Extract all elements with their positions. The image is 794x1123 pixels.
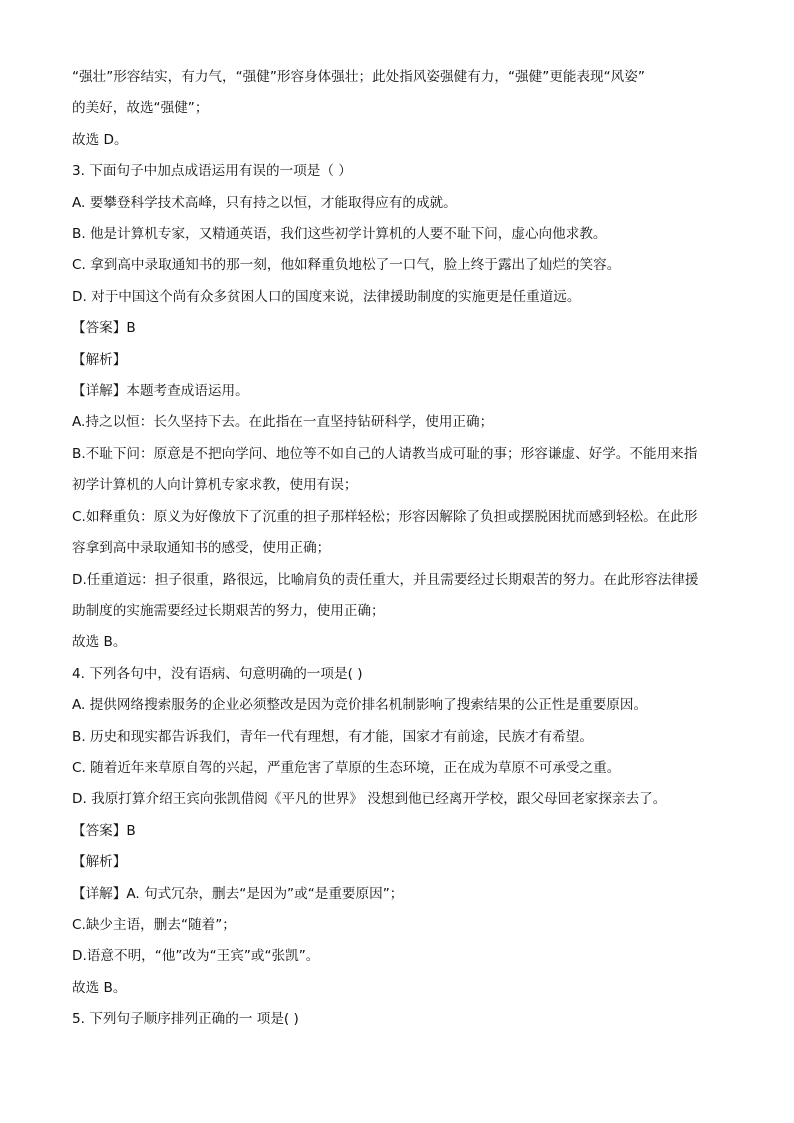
text-line: 故选 D。	[72, 131, 128, 148]
answer-label: 【答案】B	[72, 320, 136, 337]
text-line: “强壮”形容结实，有力气，“强健”形容身体强壮；此处指风姿强健有力，“强健”更能表现“风姿”	[72, 69, 645, 85]
question-3-option-a: A. 要攀登科学技术高峰，只有持之以恒，才能取得应有的成就。	[72, 194, 457, 211]
text-line: 故选 B。	[72, 634, 127, 651]
text-line: C.如释重负：原义为好像放下了沉重的担子那样轻松；形容因解除了负担或摆脱困扰而感到轻松。在此形	[72, 508, 698, 525]
question-3-option-d: D. 对于中国这个尚有众多贫困人口的国度来说，法律援助制度的实施更是任重道远。	[72, 288, 581, 305]
text-line: D.语意不明，“他”改为“王宾”或“张凯”。	[72, 948, 320, 965]
detail-label: 【详解】本题考查成语运用。	[72, 383, 249, 400]
question-3-option-c: C. 拿到高中录取通知书的那一刻，他如释重负地松了一口气，脸上终于露出了灿烂的笑容。	[72, 257, 621, 274]
text-line: 助制度的实施需要经过长期艰苦的努力，使用正确；	[72, 602, 385, 619]
question-4-option-a: A. 提供网络搜索服务的企业必须整改是因为竞价排名机制影响了搜索结果的公正性是重要原因。	[72, 697, 648, 714]
text-line: C.缺少主语，删去“随着”；	[72, 916, 236, 933]
document-page	[72, 62, 724, 1036]
answer-label: 【答案】B	[72, 822, 136, 839]
text-line: B.不耻下问：原意是不把向学问、地位等不如自己的人请教当成可耻的事；形容谦虚、好学。不能用来指	[72, 445, 698, 462]
text-line: 故选 B。	[72, 979, 127, 996]
text-line: 的美好，故选“强健”；	[72, 100, 209, 117]
text-line: A.持之以恒：长久坚持下去。在此指在一直坚持钻研科学，使用正确；	[72, 414, 494, 431]
text-line: 容拿到高中录取通知书的感受，使用正确；	[72, 540, 331, 557]
text-line: D.任重道远：担子很重，路很远，比喻肩负的责任重大，并且需要经过长期艰苦的努力。在此形容法律援	[72, 571, 699, 588]
analysis-label: 【解析】	[72, 351, 127, 368]
question-3-option-b: B. 他是计算机专家，又精通英语，我们这些初学计算机的人要不耻下问，虚心向他求教。	[72, 226, 607, 243]
question-5-stem: 5. 下列句子顺序排列正确的一 项是( )	[72, 1011, 299, 1028]
question-4-option-b: B. 历史和现实都告诉我们，青年一代有理想，有才能，国家才有前途，民族才有希望。	[72, 728, 593, 745]
question-4-stem: 4. 下列各句中，没有语病、句意明确的一项是( )	[72, 665, 363, 682]
detail-label: 【详解】A. 句式冗杂，删去“是因为”或“是重要原因”；	[72, 885, 404, 902]
text-line: 初学计算机的人向计算机专家求教，使用有误；	[72, 477, 358, 494]
analysis-label: 【解析】	[72, 854, 127, 871]
question-4-option-c: C. 随着近年来草原自驾的兴起，严重危害了草原的生态环境，正在成为草原不可承受之重。	[72, 759, 621, 776]
question-3-stem: 3. 下面句子中加点成语运用有误的一项是（ ）	[72, 163, 352, 180]
question-4-option-d: D. 我原打算介绍王宾向张凯借阅《平凡的世界》 没想到他已经离开学校，跟父母回老家探亲去了。	[72, 791, 667, 808]
